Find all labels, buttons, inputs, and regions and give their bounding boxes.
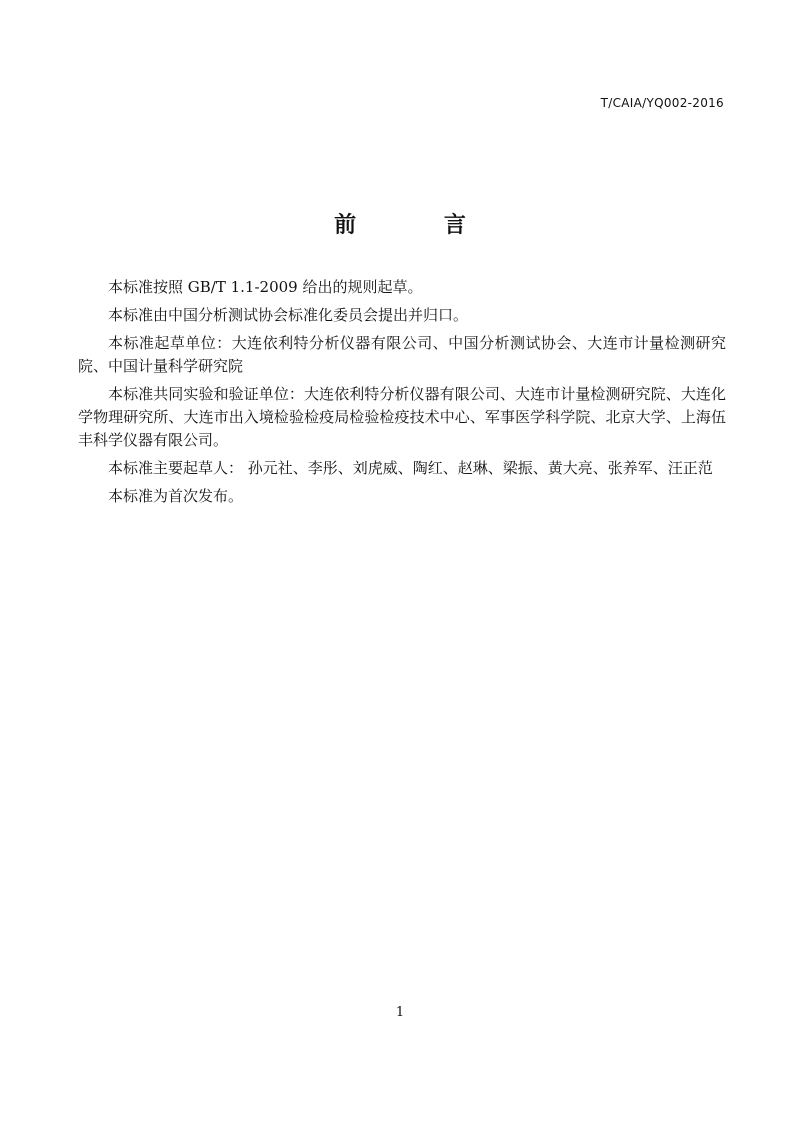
paragraph-main-drafters: 本标准主要起草人： 孙元社、李彤、刘虎威、陶红、赵琳、梁振、黄大亮、张养军、汪正范 xyxy=(108,459,713,477)
page-title: 前 言 xyxy=(334,213,506,238)
foreword-body xyxy=(78,276,726,513)
document-code: T/CAIA/YQ002-2016 xyxy=(600,96,724,110)
paragraph-proposer: 本标准由中国分析测试协会标准化委员会提出并归口。 xyxy=(108,306,469,324)
paragraph-first-release: 本标准为首次发布。 xyxy=(108,487,244,505)
paragraph-drafting-rules: 本标准按照 GB/T 1.1-2009 给出的规则起草。 xyxy=(108,278,423,296)
page-number: 1 xyxy=(395,1005,405,1020)
paragraph-drafting-units: 本标准起草单位：大连依利特分析仪器有限公司、中国分析测试协会、大连市计量检测研究院、中国计量科学研究院 xyxy=(78,334,726,375)
paragraph-verification-units: 本标准共同实验和验证单位：大连依利特分析仪器有限公司、大连市计量检测研究院、大连化学物理研究所、大连市出入境检验检疫局检验检疫技术中心、军事医学科学院、北京大学、上海伍丰科学仪器有限公司。 xyxy=(78,385,726,449)
